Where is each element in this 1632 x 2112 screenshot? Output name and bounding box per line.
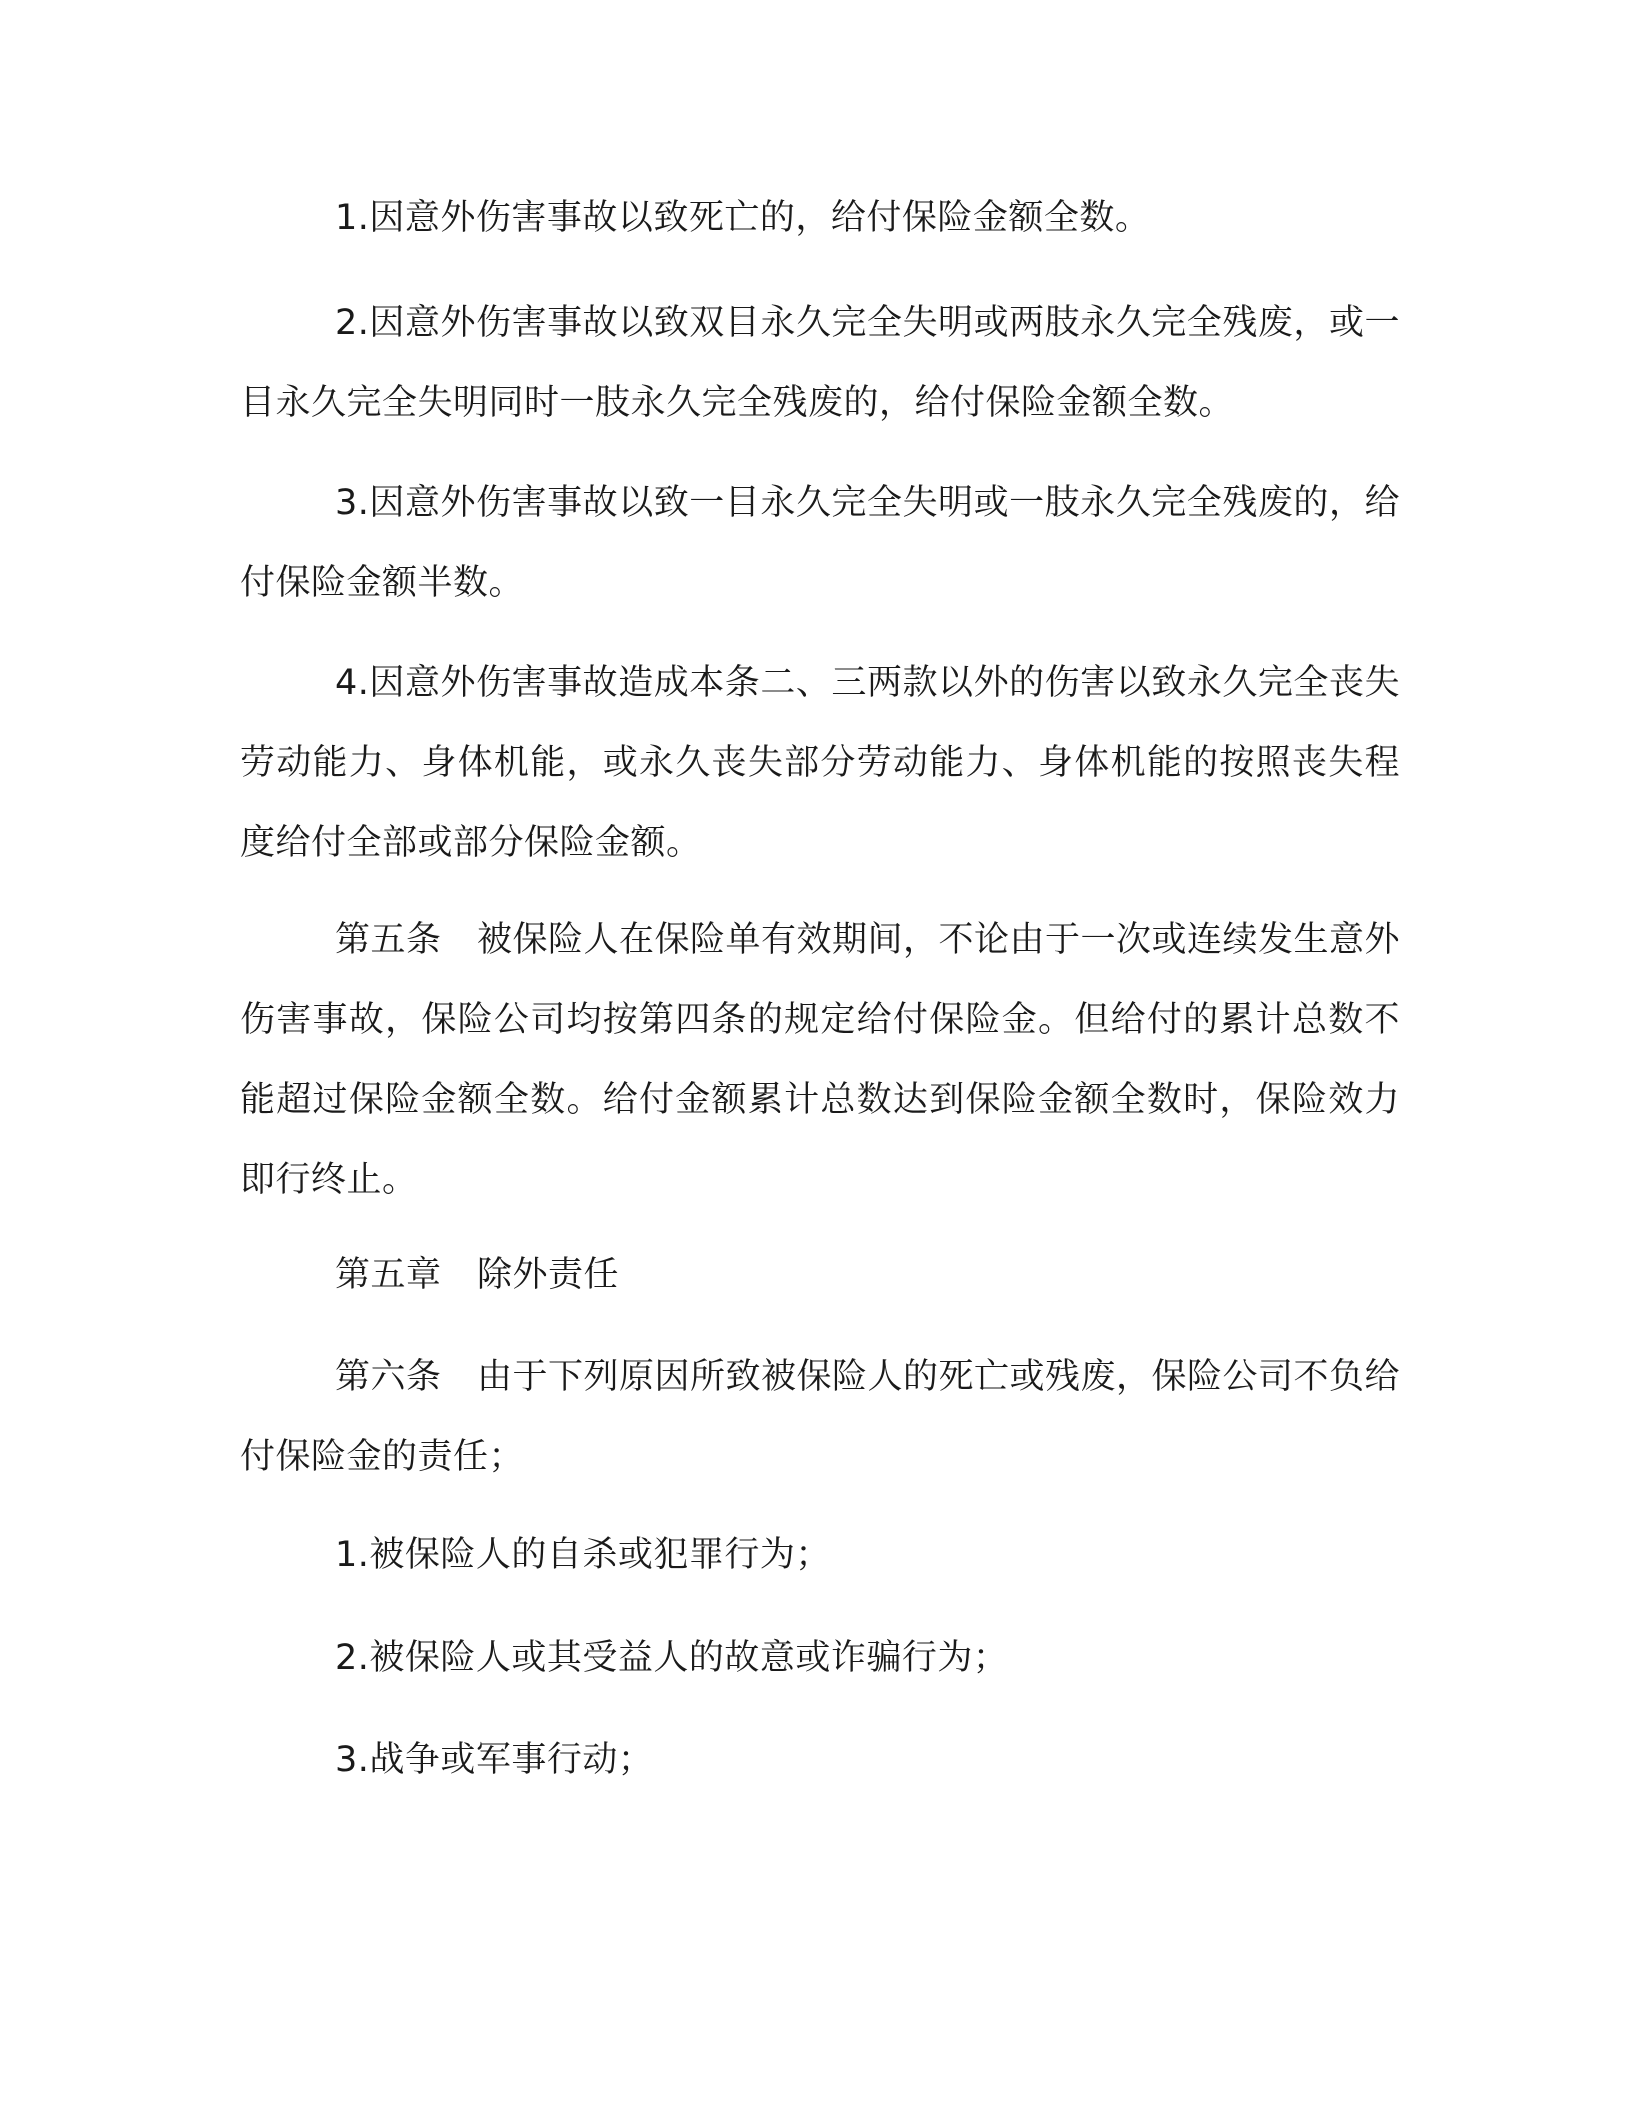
clause-4-item-4: 4.因意外伤害事故造成本条二、三两款以外的伤害以致永久完全丧失劳动能力、身体机能，或永久丧失部分劳动能力、身体机能的按照丧失程度给付全部或部分保险金额。	[240, 663, 1400, 863]
article-6-item-3: 3.战争或军事行动；	[335, 1740, 654, 1780]
clause-4-item-3: 3.因意外伤害事故以致一目永久完全失明或一肢永久完全残废的，给付保险金额半数。	[240, 483, 1400, 603]
article-5: 第五条 被保险人在保险单有效期间，不论由于一次或连续发生意外伤害事故，保险公司均按第四条的规定给付保险金。但给付的累计总数不能超过保险金额全数。给付金额累计总数达到保险金额全数时，保险效力即行终止。	[240, 920, 1401, 1200]
article-6-item-2: 2.被保险人或其受益人的故意或诈骗行为；	[335, 1638, 1009, 1678]
clause-4-item-2: 2.因意外伤害事故以致双目永久完全失明或两肢永久完全残废，或一目永久完全失明同时一肢永久完全残废的，给付保险金额全数。	[240, 303, 1400, 423]
clause-4-item-1: 1.因意外伤害事故以致死亡的，给付保险金额全数。	[335, 198, 1151, 238]
article-6: 第六条 由于下列原因所致被保险人的死亡或残废，保险公司不负给付保险金的责任；	[240, 1357, 1401, 1477]
chapter-5-heading: 第五章 除外责任	[335, 1255, 620, 1295]
article-6-item-1: 1.被保险人的自杀或犯罪行为；	[335, 1535, 831, 1575]
